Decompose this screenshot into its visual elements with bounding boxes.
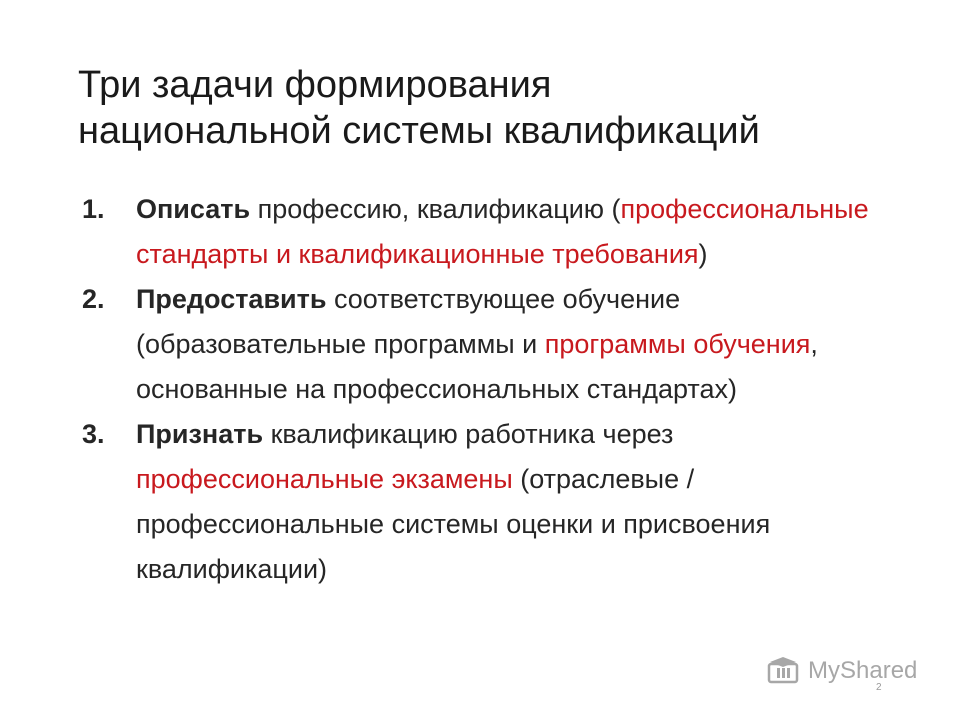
title-line-2: национальной системы квалификаций [78, 110, 760, 152]
task-text [136, 277, 882, 412]
page-number: 2 [876, 682, 882, 693]
task-text [136, 412, 882, 592]
task-verb: Признать [136, 419, 264, 449]
task-highlight: профессиональные экзамены [136, 464, 513, 494]
watermark [766, 656, 917, 686]
task-verb: Предоставить [136, 284, 327, 314]
task-text-part: (отраслевые / профессиональные системы оценки и присвоения квалификации) [136, 464, 771, 584]
task-number: 2. [82, 284, 105, 314]
task-number: 3. [82, 419, 105, 449]
title-line-1: Три задачи формирования [78, 64, 552, 106]
task-text [136, 187, 882, 277]
task-text-part: квалификацию работника через [263, 419, 674, 449]
watermark-text: MyShared [808, 657, 918, 684]
task-text-part: профессию, квалификацию ( [250, 194, 621, 224]
task-text-part: ) [698, 239, 708, 269]
task-list [82, 187, 882, 592]
task-item-recognize [82, 412, 882, 592]
task-number: 1. [82, 194, 105, 224]
task-highlight: профессиональные стандарты и квалификационные требования [136, 194, 869, 269]
task-text-part: , основанные на профессиональных стандартах) [136, 329, 818, 404]
slide-title [78, 62, 918, 154]
task-text-part: соответствующее обучение (образовательные программы и [136, 284, 681, 359]
task-item-provide [82, 277, 882, 412]
task-item-describe [82, 187, 882, 277]
mortarboard-screen-icon [766, 656, 800, 686]
task-highlight: программы обучения [544, 329, 811, 359]
task-verb: Описать [136, 194, 251, 224]
